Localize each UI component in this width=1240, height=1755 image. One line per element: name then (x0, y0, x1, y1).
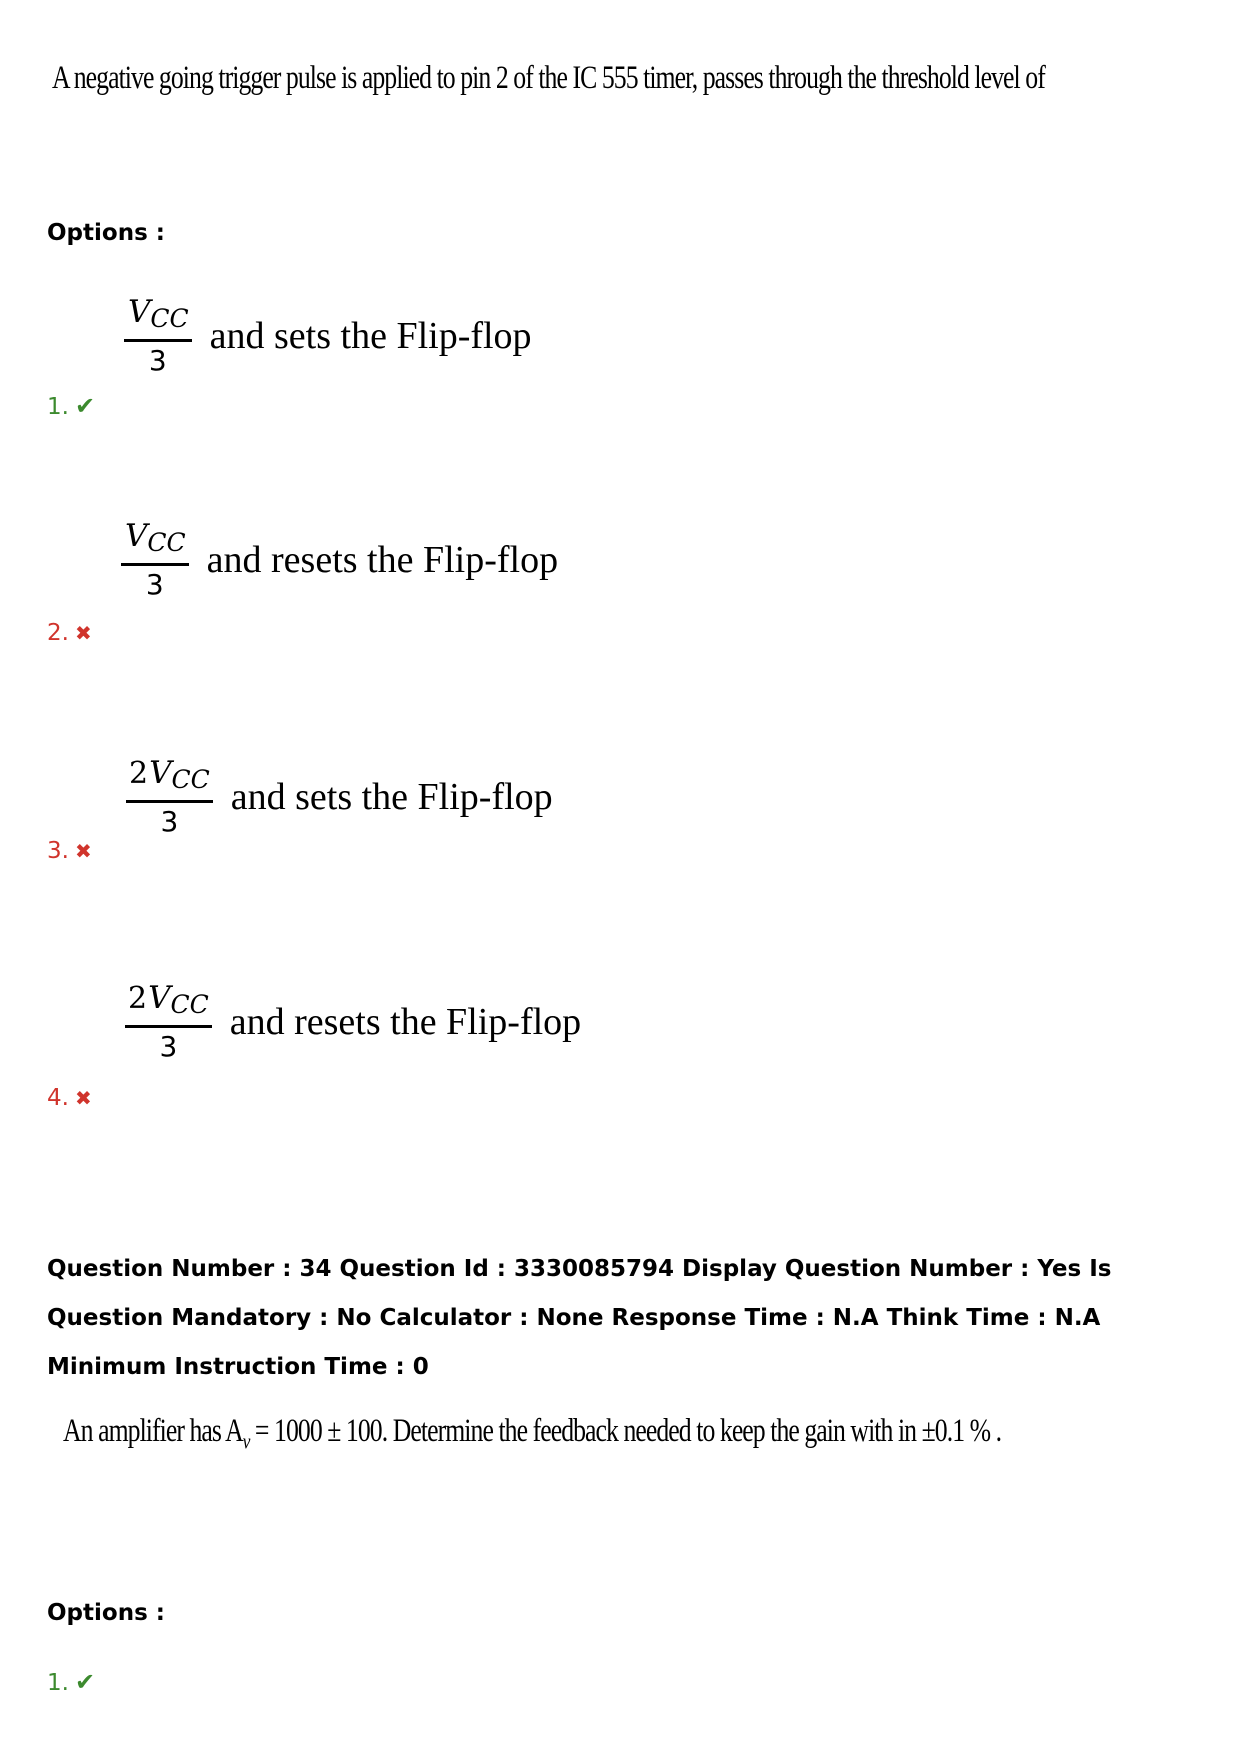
question-text-2: An amplifier has $A_v = 1000 \pm 100$. Determine the feedback needed to keep the gain with in ±0.1 % . (63, 1413, 1002, 1454)
cross-icon: ✖ (74, 621, 92, 645)
option-2-text: and resets the Flip-flop (206, 539, 559, 581)
fraction (121, 516, 189, 604)
option-4-number: 4. ✖ (47, 1085, 92, 1111)
fraction (124, 292, 192, 380)
question-text-content: A negative going trigger pulse is applied to pin 2 of the IC 555 timer, passes through the threshold level of (52, 60, 1045, 96)
fraction-numerator: $V_{CC}$ (125, 518, 186, 557)
option-2-number: 2. ✖ (47, 620, 92, 646)
options-label: Options : (47, 220, 165, 246)
fraction-numerator: $2V_{CC}$ (128, 980, 209, 1019)
fraction-denominator: 3 (148, 344, 167, 377)
options-label-2: Options : (47, 1600, 165, 1626)
fraction-denominator: 3 (159, 1030, 178, 1063)
fraction (126, 753, 213, 841)
option-4-formula (125, 978, 581, 1066)
fraction (125, 978, 212, 1066)
question-metadata: Question Number : 34 Question Id : 3330085794 Display Question Number : Yes Is Question Mandatory : No Calculator : None Response Time : N.A Think Time : N.A Minimum Instruction Time : 0 (47, 1256, 1112, 1380)
question-text (52, 60, 1045, 97)
check-icon: ✔ (74, 1668, 96, 1696)
option-3-number: 3. ✖ (47, 838, 92, 864)
option-1-number: 1. ✔ (47, 392, 96, 420)
option-3-formula (126, 753, 553, 841)
fraction-denominator: 3 (145, 568, 164, 601)
option-1-text: and sets the Flip-flop (209, 315, 532, 357)
option-2-formula (121, 516, 558, 604)
option-1-formula (124, 292, 532, 380)
option-4-text: and resets the Flip-flop (229, 1001, 582, 1043)
option-3-text: and sets the Flip-flop (230, 776, 553, 818)
cross-icon: ✖ (74, 839, 92, 863)
option-1-number-2: 1. ✔ (47, 1668, 96, 1696)
fraction-denominator: 3 (160, 805, 179, 838)
check-icon: ✔ (74, 392, 96, 420)
fraction-numerator: $V_{CC}$ (128, 294, 189, 333)
cross-icon: ✖ (74, 1086, 92, 1110)
fraction-numerator: $2V_{CC}$ (129, 755, 210, 794)
